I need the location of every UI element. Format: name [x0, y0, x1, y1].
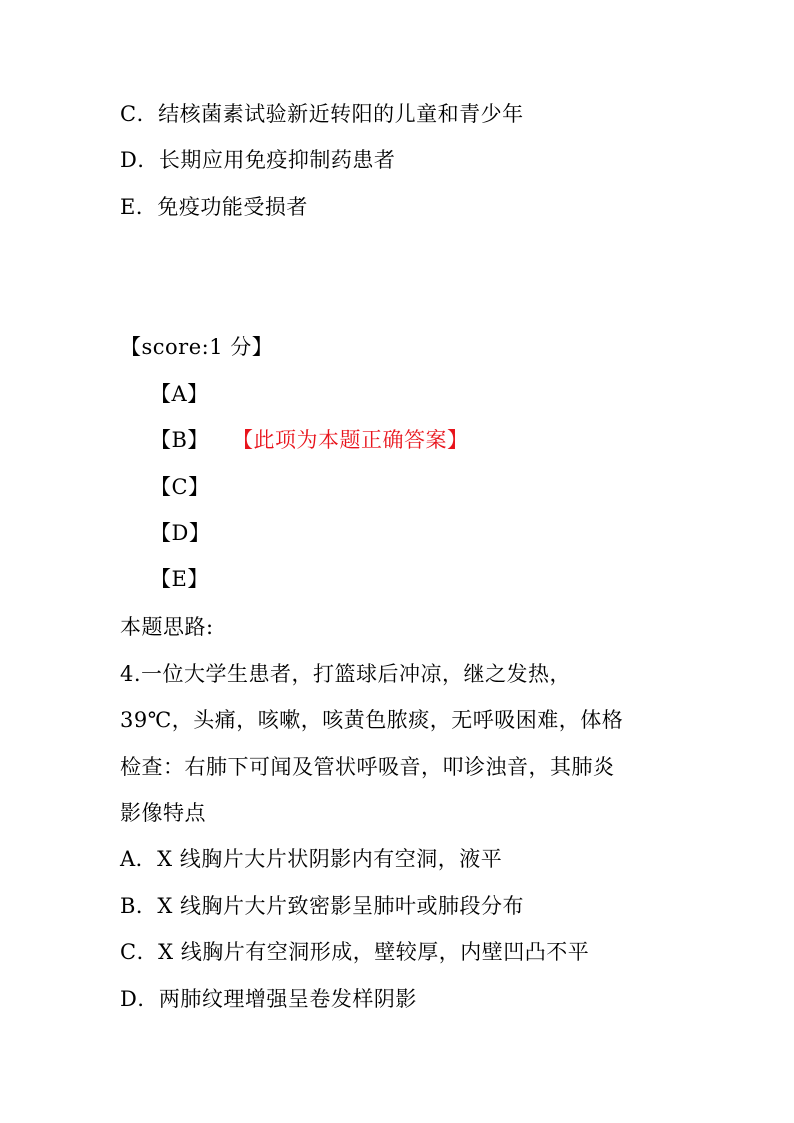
answer-choice-d: 【D】	[150, 521, 211, 545]
prev-option-d: D．长期应用免疫抑制药患者	[120, 148, 396, 172]
correct-answer-marker: 【此项为本题正确答案】	[232, 428, 469, 452]
question-option-d: D．两肺纹理增强呈卷发样阴影	[120, 987, 417, 1011]
answer-choice-e: 【E】	[150, 567, 209, 591]
question-text-line-2: 39℃，头痛，咳嗽，咳黄色脓痰，无呼吸困难，体格	[120, 708, 624, 732]
prev-option-c: C．结核菌素试验新近转阳的儿童和青少年	[120, 102, 524, 126]
question-option-b: B．X 线胸片大片致密影呈肺叶或肺段分布	[120, 894, 525, 918]
question-text-line-1: 4.一位大学生患者，打篮球后冲凉，继之发热，	[120, 662, 572, 686]
prev-option-e: E．免疫功能受损者	[120, 195, 308, 219]
question-text-line-4: 影像特点	[120, 801, 206, 825]
score-label: 【score:1 分】	[120, 335, 274, 359]
question-option-a: A．X 线胸片大片状阴影内有空洞，液平	[120, 847, 503, 871]
question-text-line-3: 检查：右肺下可闻及管状呼吸音，叩诊浊音，其肺炎	[120, 755, 615, 779]
analysis-label: 本题思路:	[120, 615, 214, 639]
question-option-c: C．X 线胸片有空洞形成，壁较厚，内壁凹凸不平	[120, 940, 590, 964]
answer-choice-a: 【A】	[150, 382, 209, 406]
answer-choice-c: 【C】	[150, 475, 210, 499]
answer-choice-b: 【B】	[150, 428, 209, 452]
